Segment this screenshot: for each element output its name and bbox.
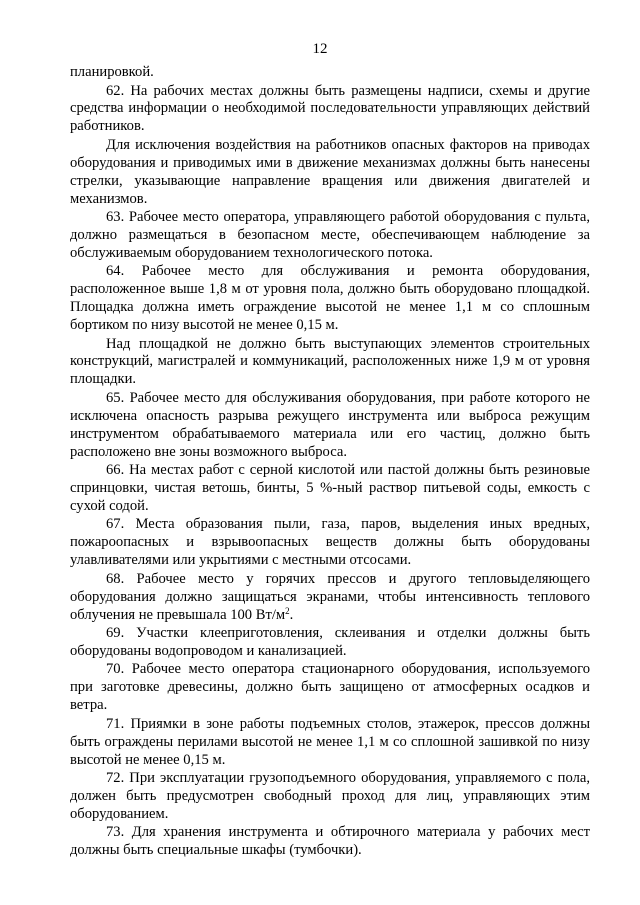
- paragraph-73: 73. Для хранения инструмента и обтирочного материала у рабочих мест должны быть специальные шкафы (тумбочки).: [70, 824, 590, 859]
- paragraph-63: 63. Рабочее место оператора, управляющего работой оборудования с пульта, должно размещаться в безопасном месте, обеспечивающем наблюдение за обслуживаемым оборудованием технологического потока.: [70, 209, 590, 261]
- paragraph-69: 69. Участки клееприготовления, склеивания и отделки должны быть оборудованы водопроводом и канализацией.: [70, 625, 590, 659]
- paragraph-66: 66. На местах работ с серной кислотой или пастой должны быть резиновые спринцовки, чистая ветошь, бинты, 5 %-ный раствор питьевой соды, емкость с сухой содой.: [70, 462, 590, 514]
- page-number: 12: [312, 41, 328, 57]
- superscript: 2: [285, 605, 290, 616]
- body-text: [70, 64, 590, 860]
- paragraph-71: 71. Приямки в зоне работы подъемных столов, этажерок, прессов должны быть ограждены перилами высотой не менее 1,1 м со сплошной зашивкой по низу высотой не менее 0,15 м.: [70, 715, 590, 768]
- paragraph-62-cont: Для исключения воздействия на работников опасных факторов на приводах оборудования и приводимых ими в движение механизмах должны быть нанесены стрелки, указывающие направление вращения или движения двигателей и механизмов.: [70, 136, 590, 207]
- paragraph-64-cont: Над площадкой не должно быть выступающих элементов строительных конструкций, магистралей и коммуникаций, расположенных ниже 1,9 м от уровня площадки.: [70, 335, 590, 388]
- paragraph-68-text: 68. Рабочее место у горячих прессов и другого тепловыделяющего оборудования должно защищаться экранами, чтобы интенсивность теплового облучения не превышала 100 Вт/м: [70, 570, 590, 623]
- paragraph-68-tail: .: [289, 606, 294, 623]
- paragraph-continuation: планировкой.: [70, 64, 154, 80]
- paragraph-65: 65. Рабочее место для обслуживания оборудования, при работе которого не исключена опасность разрыва режущего инструмента или выброса режущим инструментом обрабатываемого материала или его частиц, должно быть расположено вне зоны возможного выброса.: [70, 389, 590, 460]
- paragraph-64: 64. Рабочее место для обслуживания и ремонта оборудования, расположенное выше 1,8 м от уровня пола, должно быть оборудовано площадкой. Площадка должна иметь ограждение высотой не менее 1,1 м со сплошным бортиком по низу высотой не менее 0,15 м.: [70, 263, 590, 334]
- paragraph-70: 70. Рабочее место оператора стационарного оборудования, используемого при заготовке древесины, должно быть защищено от атмосферных осадков и ветра.: [70, 661, 590, 714]
- paragraph-62: 62. На рабочих местах должны быть размещены надписи, схемы и другие средства информации о необходимой последовательности управляющих действий работников.: [70, 82, 590, 135]
- paragraph-68: [70, 571, 590, 625]
- paragraph-72: 72. При эксплуатации грузоподъемного оборудования, управляемого с пола, должен быть предусмотрен свободный проход для лиц, управляющих этим оборудованием.: [70, 770, 590, 822]
- paragraph-67: 67. Места образования пыли, газа, паров, выделения иных вредных, пожароопасных и взрывоопасных веществ должны быть оборудованы улавливателями или укрытиями с местными отсосами.: [70, 516, 590, 569]
